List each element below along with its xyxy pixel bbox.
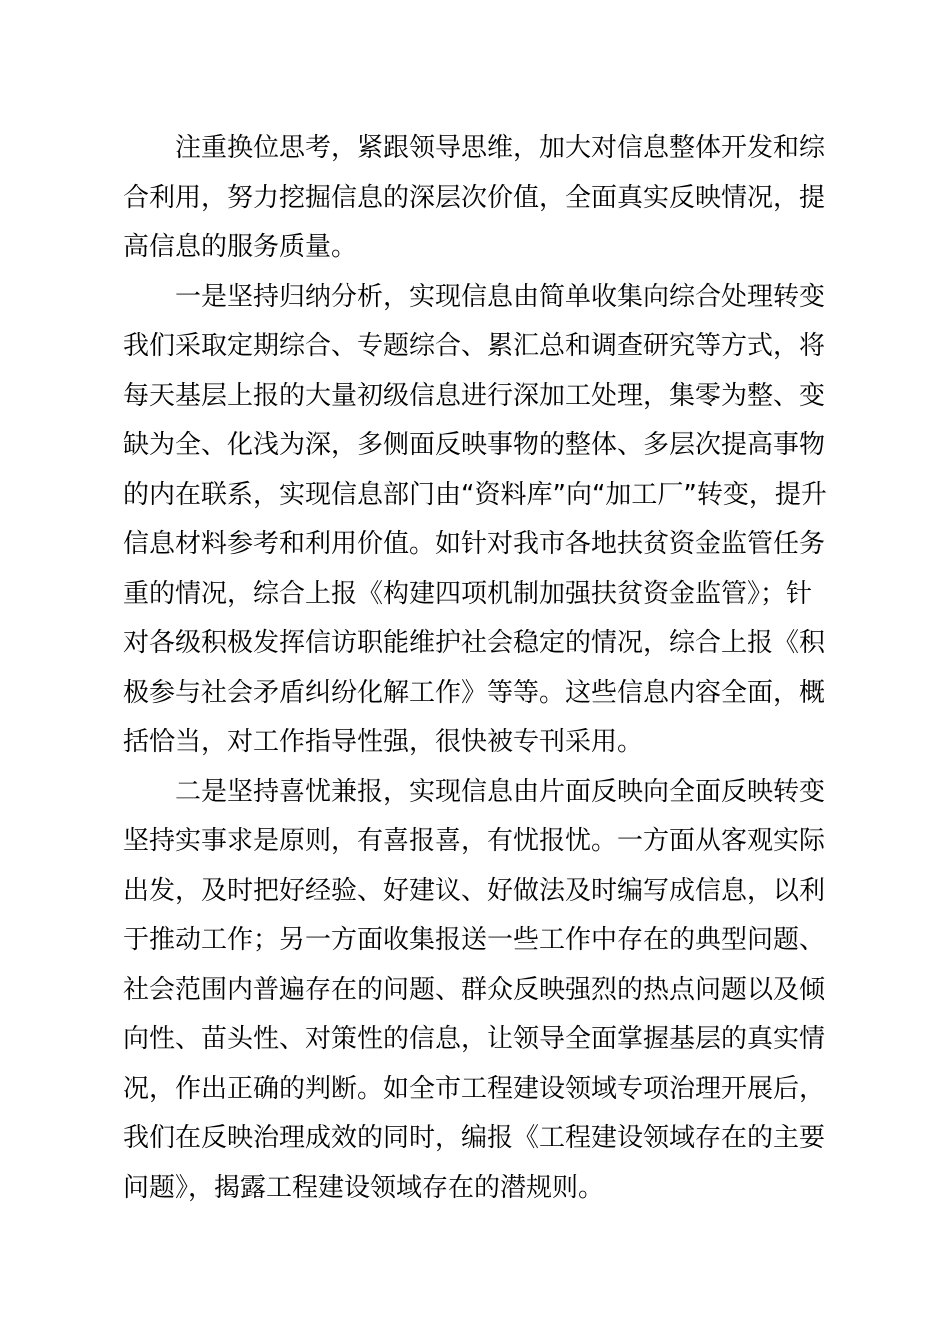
text-line: 每天基层上报的大量初级信息进行深加工处理，集零为整、变 bbox=[123, 380, 826, 411]
text-line: 缺为全、化浅为深，多侧面反映事物的整体、多层次提高事物 bbox=[123, 430, 826, 460]
text-line: 出发，及时把好经验、好建议、好做法及时编写成信息，以利 bbox=[123, 875, 826, 906]
paragraph-1 bbox=[123, 124, 841, 273]
text-line: 向性、苗头性、对策性的信息，让领导全面掌握基层的真实情 bbox=[123, 1024, 826, 1054]
document-body bbox=[123, 124, 841, 1213]
text-line: 一是坚持归纳分析，实现信息由简单收集向综合处理转变 bbox=[175, 281, 826, 312]
paragraph-3 bbox=[123, 768, 841, 1214]
paragraph-2 bbox=[123, 273, 841, 768]
text-line: 社会范围内普遍存在的问题、群众反映强烈的热点问题以及倾 bbox=[123, 974, 826, 1005]
text-line: 合利用，努力挖掘信息的深层次价值，全面真实反映情况，提 bbox=[123, 182, 826, 213]
text-line: 极参与社会矛盾纠纷化解工作》等等。这些信息内容全面，概 bbox=[123, 677, 826, 708]
text-line: 我们采取定期综合、专题综合、累汇总和调查研究等方式，将 bbox=[123, 331, 826, 361]
text-line: 况，作出正确的判断。如全市工程建设领域专项治理开展后， bbox=[123, 1073, 826, 1104]
text-line: 问题》，揭露工程建设领域存在的潜规则。 bbox=[123, 1172, 605, 1203]
text-line: 二是坚持喜忧兼报，实现信息由片面反映向全面反映转变 bbox=[175, 776, 826, 807]
text-line: 于推动工作；另一方面收集报送一些工作中存在的典型问题、 bbox=[123, 925, 826, 955]
text-line: 括恰当，对工作指导性强，很快被专刊采用。 bbox=[123, 727, 644, 757]
text-line: 的内在联系，实现信息部门由“资料库”向“加工厂”转变，提升 bbox=[123, 479, 827, 510]
text-line: 我们在反映治理成效的同时，编报《工程建设领域存在的主要 bbox=[123, 1123, 826, 1153]
text-line: 坚持实事求是原则，有喜报喜，有忧报忧。一方面从客观实际 bbox=[123, 826, 826, 856]
text-line: 重的情况，综合上报《构建四项机制加强扶贫资金监管》；针 bbox=[123, 578, 813, 609]
text-line: 对各级积极发挥信访职能维护社会稳定的情况，综合上报《积 bbox=[123, 628, 826, 658]
text-line: 高信息的服务质量。 bbox=[123, 232, 358, 262]
text-line: 注重换位思考，紧跟领导思维，加大对信息整体开发和综 bbox=[175, 133, 826, 163]
text-line: 信息材料参考和利用价值。如针对我市各地扶贫资金监管任务 bbox=[123, 529, 826, 559]
